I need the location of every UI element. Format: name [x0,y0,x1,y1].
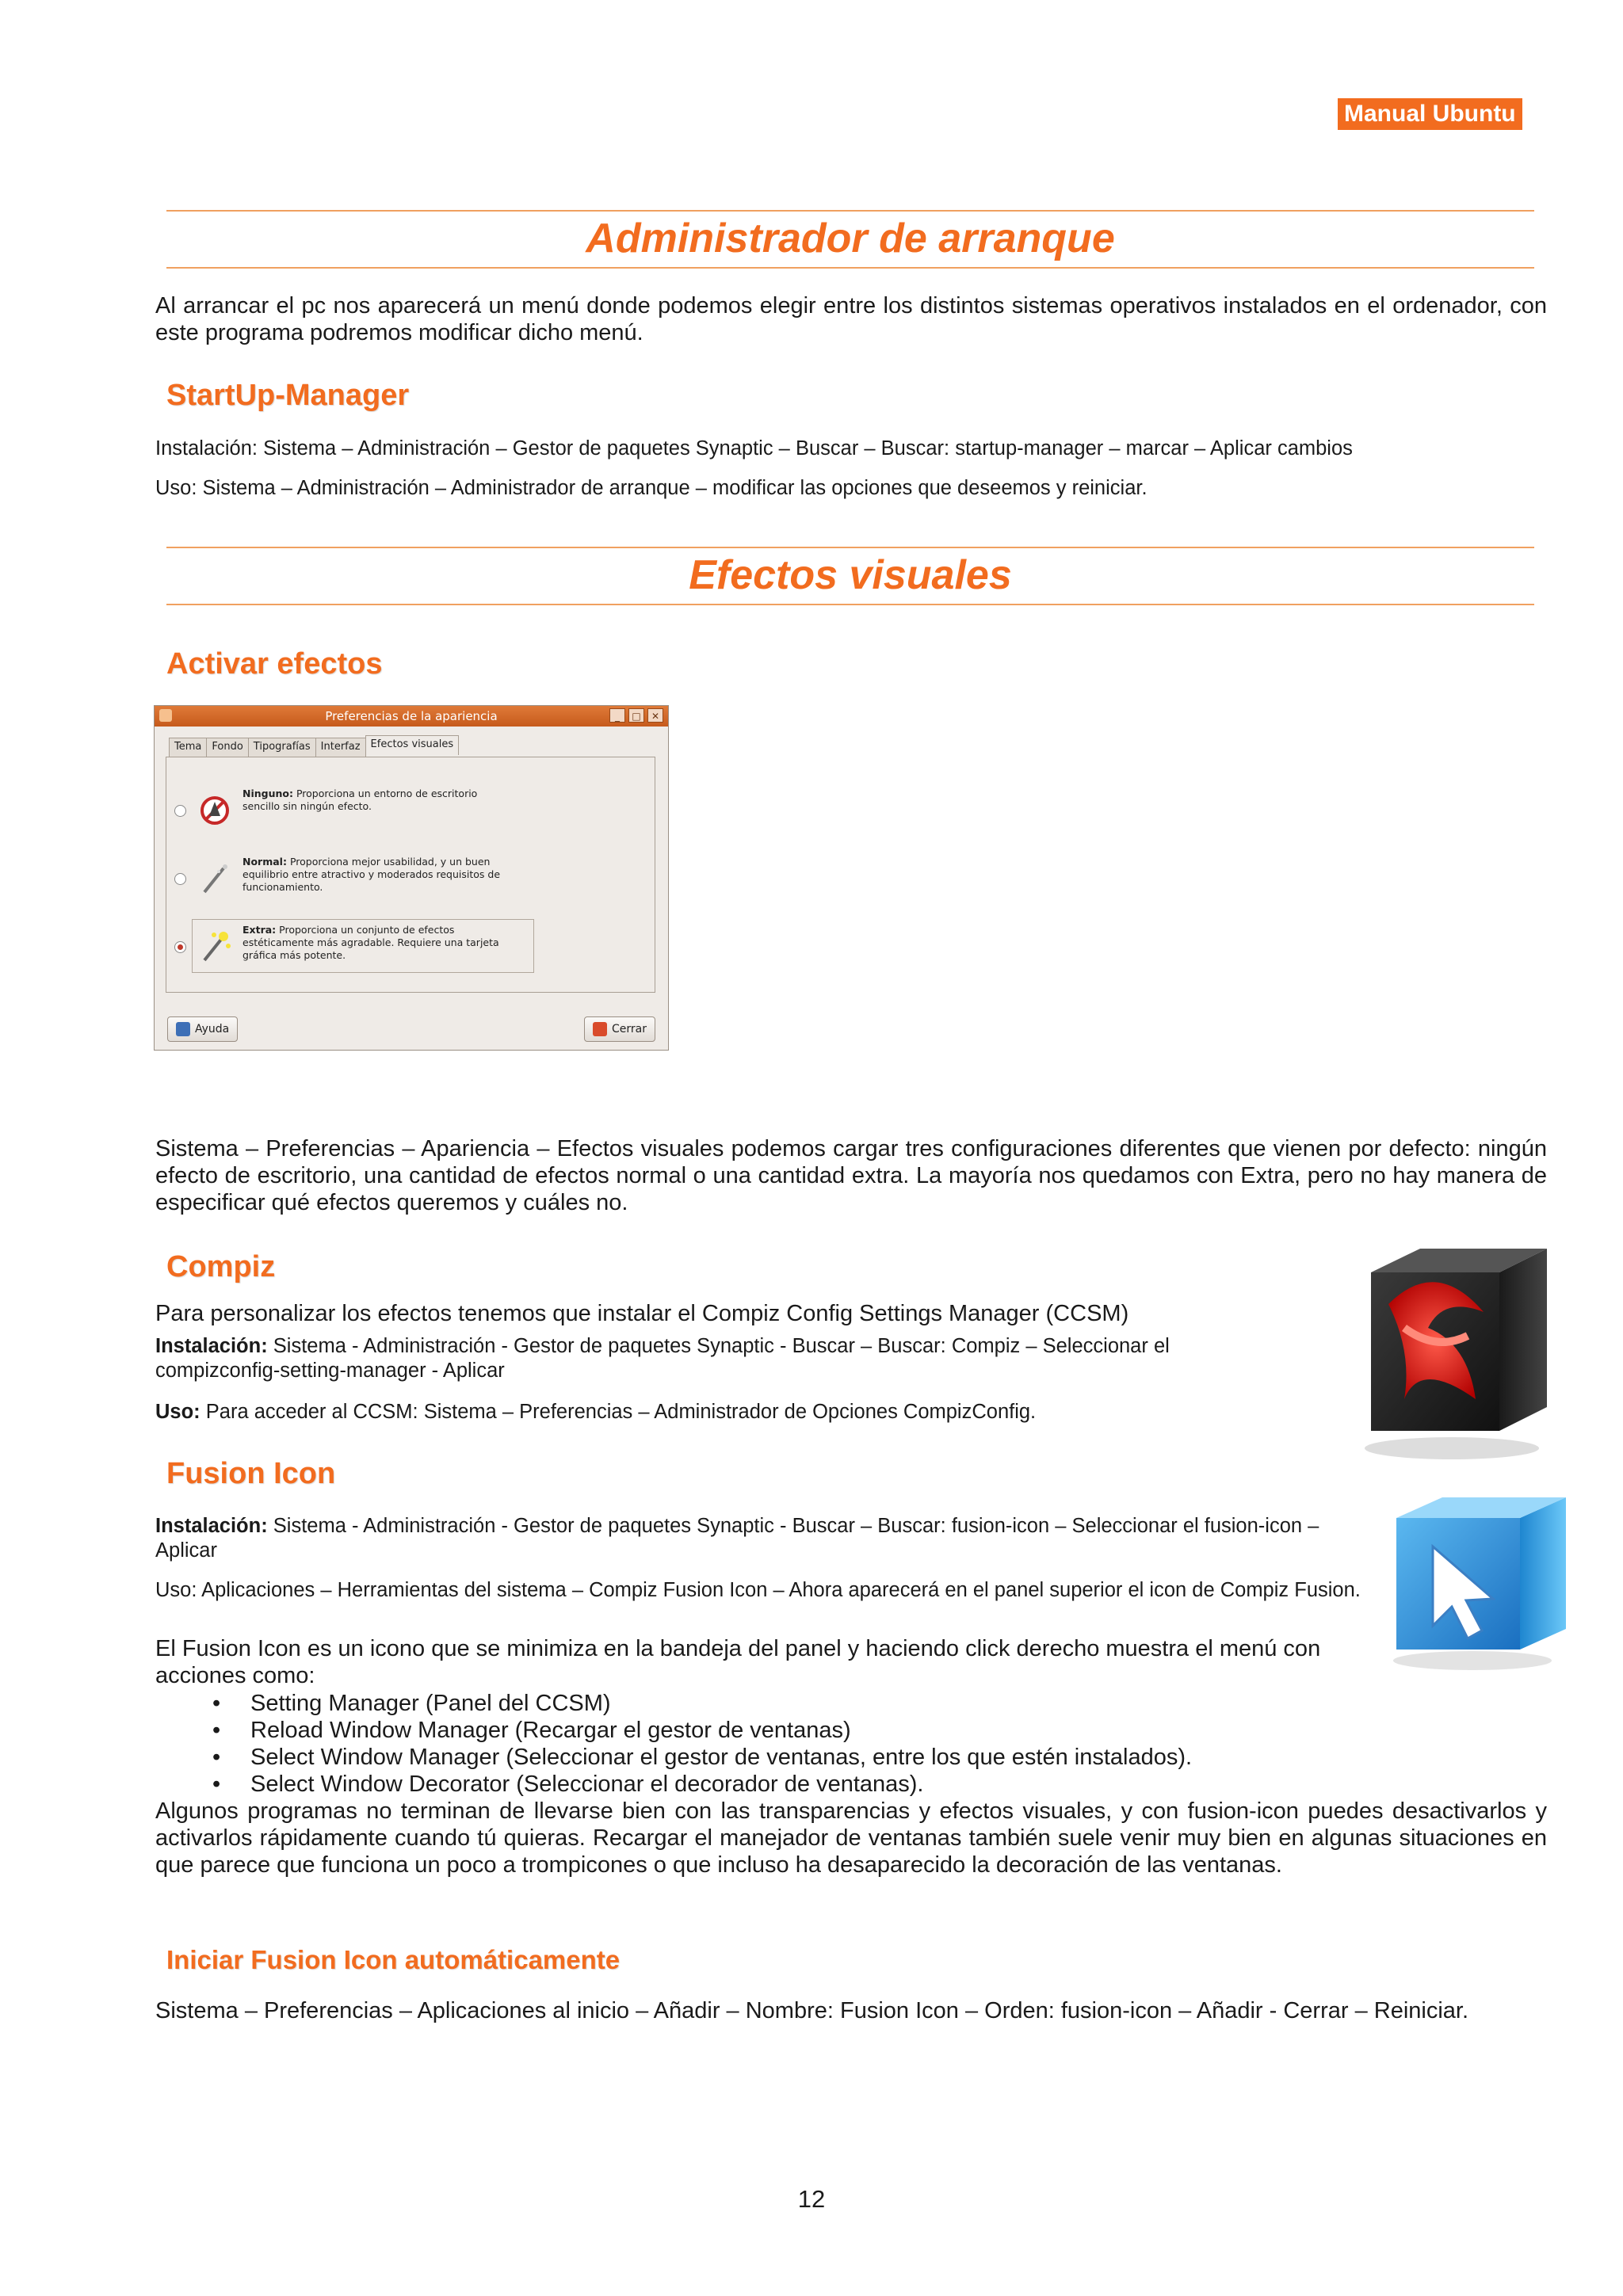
maximize-icon: □ [628,708,644,723]
list-item: • Select Window Manager (Seleccionar el gestor de ventanas, entre los que estén instalados). [212,1744,1512,1771]
fusion-closing-text: Algunos programas no terminan de llevarse bien con las transparencias y efectos visuales, y con fusion-icon puedes desactivarlos y activarlos rápidamente cuando tú quieras. Recargar el manejador de ventanas también suele venir muy bien en algunas situaciones en que parece que funciona un poco a trompicones o que incluso ha desaparecido la decoración de las ventanas. [155,1798,1547,1878]
tab-fondo: Fondo [206,738,248,757]
section-title-arranque: Administrador de arranque [586,215,1115,261]
section-rule-bottom [166,604,1534,605]
option-extra-desc: Proporciona un conjunto de efectos estéticamente más agradable. Requiere una tarjeta gráfica más potente. [242,924,499,961]
effects-panel [166,757,655,993]
fusion-install-text [155,1514,1361,1563]
help-button-label: Ayuda [195,1023,230,1035]
window-titlebar [155,706,668,727]
option-ninguno-text [242,788,504,813]
window-tabs [169,738,458,757]
compiz-install-value: Sistema - Administración - Gestor de paquetes Synaptic - Buscar – Buscar: Compiz – Seleccionar el compizconfig-setting-manager - Aplicar [155,1335,1170,1382]
help-icon [176,1022,190,1036]
fusion-install-value: Sistema - Administración - Gestor de paquetes Synaptic - Buscar – Buscar: fusion-icon – Seleccionar el fusion-icon – Aplicar [155,1515,1319,1562]
compiz-usage-value: Para acceder al CCSM: Sistema – Preferencias – Administrador de Opciones CompizConfig. [200,1401,1037,1423]
radio-extra [174,941,186,953]
startup-usage-text: Uso: Sistema – Administración – Administrador de arranque – modificar las opciones que deseemos y reiniciar. [155,477,1148,499]
radio-normal [174,873,186,885]
list-item: • Select Window Decorator (Seleccionar el decorador de ventanas). [212,1771,1512,1798]
option-normal-text [242,856,504,894]
option-normal-label: Normal: [242,856,287,868]
section-rule-bottom [166,267,1534,269]
fusion-description: El Fusion Icon es un icono que se minimiza en la bandeja del panel y haciendo click derecho muestra el menú con acciones como: [155,1636,1321,1688]
appearance-preferences-screenshot [154,705,669,1051]
compiz-heading: Compiz [166,1250,276,1283]
list-item: • Reload Window Manager (Recargar el gestor de ventanas) [212,1717,1512,1744]
compiz-install-text [155,1334,1296,1383]
close-icon: ✕ [647,708,663,723]
startup-install-text: Instalación: Sistema – Administración – Gestor de paquetes Synaptic – Buscar – Buscar: startup-manager – marcar – Aplicar cambios [155,437,1353,460]
option-normal-desc: Proporciona mejor usabilidad, y un buen equilibrio entre atractivo y moderados requisitos de funcionamiento. [242,856,501,893]
option-extra [174,919,547,982]
option-ninguno-desc: Proporciona un entorno de escritorio sencillo sin ningún efecto. [242,788,478,812]
close-button [584,1016,655,1042]
arranque-intro: Al arrancar el pc nos aparecerá un menú donde podemos elegir entre los distintos sistemas operativos instalados en el ordenador, con este programa podremos modificar dicho menú. [155,293,1547,345]
compiz-install-label: Instalación: [155,1335,268,1357]
option-ninguno [174,783,547,846]
compiz-logo-icon [1357,1241,1563,1466]
option-extra-text [242,924,504,962]
page-number: 12 [797,2185,826,2213]
compiz-text: Para personalizar los efectos tenemos que instalar el Compiz Config Settings Manager (CCSM) [155,1301,1129,1326]
no-effects-icon [197,792,233,829]
window-menu-icon [159,709,172,722]
tab-interfaz: Interfaz [315,738,366,757]
extra-effects-icon [197,929,233,965]
radio-ninguno [174,805,186,817]
close-button-label: Cerrar [612,1023,647,1035]
fusion-icon-logo [1385,1491,1582,1675]
tab-tema: Tema [169,738,207,757]
minimize-icon: _ [609,708,625,723]
help-button [167,1016,238,1042]
fusion-install-label: Instalación: [155,1515,268,1537]
section-title-efectos: Efectos visuales [689,552,1012,598]
activar-efectos-text: Sistema – Preferencias – Apariencia – Efectos visuales podemos cargar tres configuraciones diferentes que vienen por defecto: ningún efecto de escritorio, una cantidad de efectos normal o una cantidad extra. La mayoría nos quedamos con Extra, pero no hay manera de especificar qué efectos queremos y cuáles no. [155,1136,1547,1215]
compiz-usage-text [155,1400,1296,1425]
autostart-heading: Iniciar Fusion Icon automáticamente [166,1945,621,1974]
activar-efectos-heading: Activar efectos [166,647,383,681]
tab-tipografias: Tipografías [248,738,316,757]
normal-effects-icon [197,860,233,897]
autostart-text: Sistema – Preferencias – Aplicaciones al inicio – Añadir – Nombre: Fusion Icon – Orden: fusion-icon – Añadir - Cerrar – Reiniciar. [155,1998,1469,2023]
fusion-icon-heading: Fusion Icon [166,1457,336,1490]
list-item: • Setting Manager (Panel del CCSM) [212,1690,1512,1717]
option-normal [174,851,547,914]
cancel-icon [593,1022,607,1036]
option-ninguno-label: Ninguno: [242,788,293,799]
compiz-usage-label: Uso: [155,1401,200,1423]
header-badge: Manual Ubuntu [1338,98,1522,130]
startup-manager-heading: StartUp-Manager [166,379,410,412]
fusion-actions-list [212,1690,1512,1798]
fusion-usage-text: Uso: Aplicaciones – Herramientas del sistema – Compiz Fusion Icon – Ahora aparecerá en el panel superior el icon de Compiz Fusion. [155,1579,1361,1601]
tab-efectos-visuales: Efectos visuales [365,735,460,755]
option-extra-label: Extra: [242,924,277,936]
window-title: Preferencias de la apariencia [325,709,498,723]
